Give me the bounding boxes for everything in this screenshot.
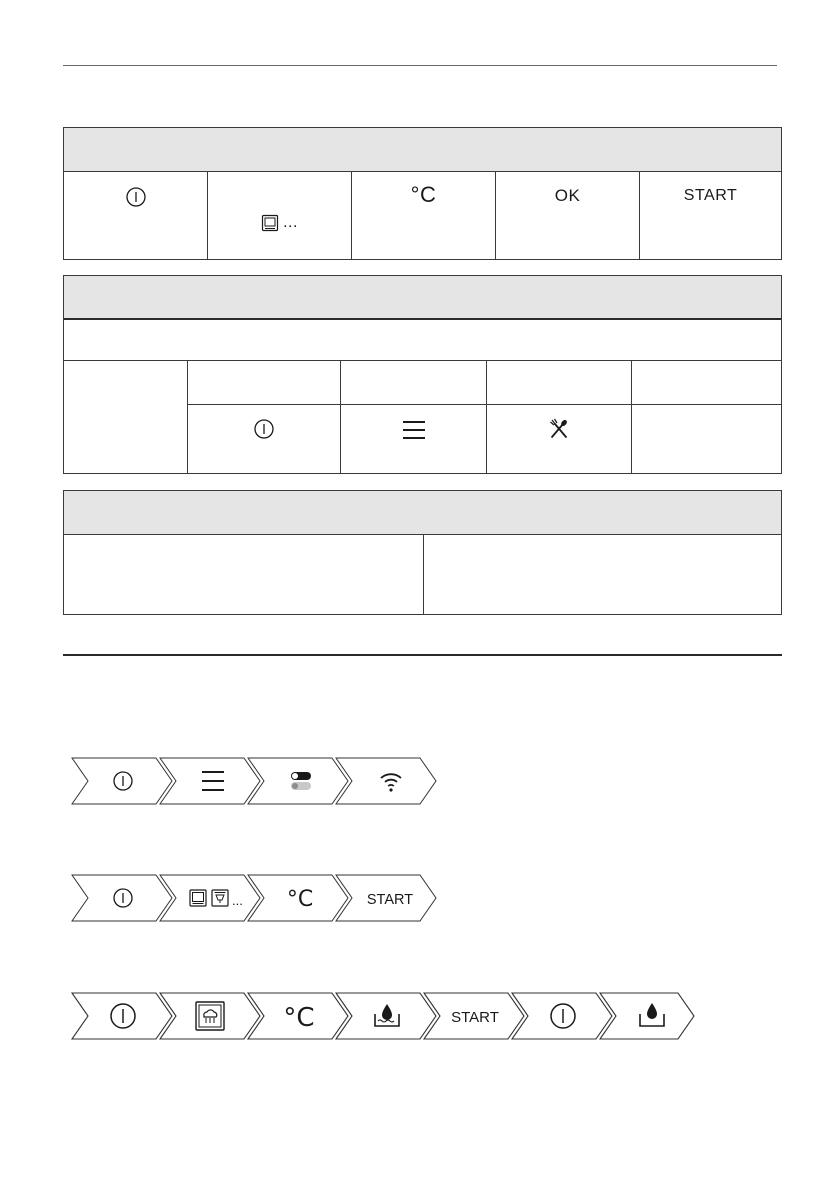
start-icon: START: [366, 892, 414, 908]
wifi-icon: [381, 774, 401, 791]
power-icon: [114, 889, 132, 907]
power-icon: [125, 186, 147, 259]
steam-function-icon: [196, 1002, 224, 1030]
table-header: [64, 276, 781, 320]
column-divider: [631, 360, 632, 473]
power-icon: [114, 772, 132, 790]
power-icon: [551, 1004, 575, 1028]
temperature-icon: °C: [283, 1003, 315, 1033]
step-sequence: [72, 758, 442, 804]
table-cell-start: [639, 172, 781, 259]
step-sequence-graphic: [72, 758, 442, 804]
table-cell-temperature: [351, 172, 495, 259]
water-tank-fill-icon: [375, 1004, 399, 1026]
toggle-icon: [291, 772, 311, 790]
table-cell-oven-function: [207, 172, 351, 259]
table-cell-power: [188, 405, 340, 473]
table-header: [64, 128, 781, 172]
power-icon: [253, 418, 275, 473]
table-controls: [63, 127, 782, 260]
table-settings: [63, 275, 782, 474]
menu-icon: [402, 420, 426, 473]
step-sequence-graphic: [72, 875, 442, 921]
menu-icon: [202, 772, 224, 790]
row-divider: [64, 360, 781, 361]
column-divider: [423, 535, 424, 614]
temperature-icon: °C: [410, 182, 437, 207]
step-sequence-graphic: [72, 993, 702, 1039]
table-cell-ok: [495, 172, 639, 259]
table-cell-power: [64, 172, 207, 259]
oven-function-icon: [261, 187, 298, 259]
oven-modes-icon: [190, 890, 228, 906]
ok-icon: OK: [554, 186, 581, 205]
start-icon: START: [683, 187, 738, 204]
cutlery-icon: [548, 418, 570, 473]
top-rule: [63, 65, 777, 66]
start-icon: START: [451, 1009, 499, 1026]
step-sequence: [72, 875, 442, 921]
table-header: [64, 491, 781, 535]
ellipsis: ...: [283, 214, 298, 231]
table-cell-menu: [341, 405, 486, 473]
water-tank-icon: [640, 1003, 664, 1026]
table-notes: [63, 490, 782, 615]
ellipsis: ...: [232, 893, 243, 908]
table-cell-cutlery: [487, 405, 631, 473]
section-rule: [63, 654, 782, 656]
temperature-icon: °C: [286, 887, 314, 912]
power-icon: [111, 1004, 135, 1028]
step-sequence: [72, 993, 702, 1039]
